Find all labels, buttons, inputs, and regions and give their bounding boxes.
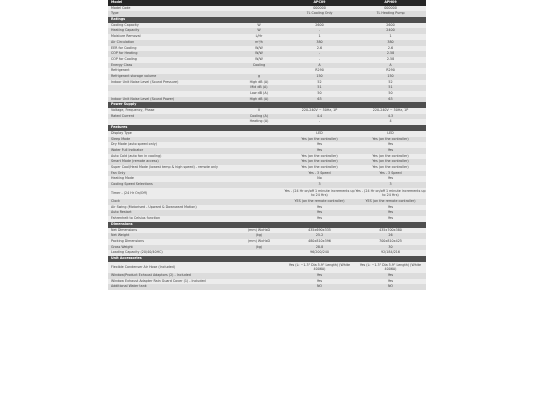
- section-title: Power Supply: [111, 102, 137, 107]
- row-value-b: Yes: [387, 273, 394, 278]
- row-unit: (kg): [255, 244, 263, 249]
- row-unit: (mm) WxHxD: [247, 227, 271, 232]
- row-unit: Cooling (A): [249, 113, 269, 118]
- row-label: Additional Water tank: [111, 284, 147, 289]
- row-value-a: Yes: [316, 204, 323, 209]
- row-value-a: Yes - 3 Speed: [308, 170, 331, 175]
- row-label: Cooling Speed Selections: [111, 182, 153, 186]
- row-value-a: LED: [316, 130, 323, 135]
- row-value-b: 2400: [386, 28, 395, 33]
- row-value-b: 92/184/216: [380, 250, 400, 255]
- row-value-a: 3: [318, 182, 321, 186]
- row-value-a: -: [318, 56, 321, 61]
- row-value-b: 435x700x380: [379, 227, 402, 232]
- row-value-b: Yes: [387, 216, 394, 221]
- row-label: Fan Only: [111, 170, 126, 175]
- row-label: Dry Mode (auto speed only): [111, 142, 157, 147]
- row-value-a: 28.8: [315, 244, 324, 249]
- row-label: Cooling Capacity: [111, 22, 139, 27]
- row-label: Water Full Indicator: [111, 147, 144, 152]
- row-value-a: R290: [315, 68, 324, 73]
- row-unit: W/W: [255, 56, 263, 61]
- row-label: Fahrenheit to Celsius function: [111, 216, 161, 221]
- section-title: Ratings: [111, 17, 126, 22]
- row-label: Moisture Removal: [111, 34, 141, 39]
- row-unit: V: [257, 108, 261, 113]
- row-value-b: 1: [389, 34, 392, 39]
- row-value-b: 26: [388, 233, 393, 238]
- row-label: Gross Weight: [111, 244, 133, 249]
- header-model-b: APH09: [384, 0, 397, 4]
- row-unit: W: [257, 22, 261, 27]
- row-label: Type: [111, 11, 119, 16]
- row-label: Timer - (24 Hr On/Off): [111, 191, 148, 196]
- row-value-a: Yes: [316, 142, 323, 147]
- row-value-a: Yes: [316, 210, 323, 215]
- row-label: Smart Mode (remote access): [111, 159, 159, 164]
- row-label: Window Exhaust Adapter Rain Guard Cover (1) - Included: [111, 278, 206, 283]
- row-label: Rated Current: [111, 113, 135, 118]
- row-label: Super Cool/Heat Mode (lowest temp & high speed) - remote only: [111, 164, 218, 169]
- row-label: Model Code: [111, 5, 131, 10]
- table-row: [108, 284, 426, 290]
- row-value-a: 1: [318, 34, 321, 39]
- row-value-b: YES (on the remote controller): [365, 199, 416, 204]
- row-label: Sleep Mode: [111, 136, 131, 141]
- row-label: COP for Cooling: [111, 56, 137, 61]
- row-label: Display Type: [111, 130, 132, 135]
- row-value-a: 25.2: [315, 233, 324, 238]
- row-label: EER for Cooling: [111, 45, 137, 50]
- row-unit: (kg): [255, 233, 263, 238]
- row-value-b: R290: [386, 68, 395, 73]
- row-value-a: 50: [317, 91, 322, 95]
- row-unit: Cooling: [252, 62, 266, 67]
- row-value-a: 96/200/240: [309, 250, 329, 255]
- row-value-a: Yes (on the controller): [301, 136, 338, 141]
- row-value-a: Yes (on the controller): [301, 159, 338, 164]
- row-value-b: Yes (L: ~1.3" Dia 5.9" Length) (White 4006A): [359, 263, 422, 272]
- row-value-b: 2600: [386, 22, 395, 27]
- row-value-a: 480x810x396: [308, 238, 331, 243]
- row-value-b: 30: [388, 244, 393, 249]
- row-unit: High dB (A): [249, 79, 269, 84]
- row-value-b: 52: [388, 79, 393, 84]
- row-label: COP for Heating: [111, 51, 138, 56]
- header-feature: Model: [111, 0, 123, 4]
- row-label: Air Swing (Motorised - Upward & Downward Motion): [111, 204, 197, 209]
- row-label: Indoor Unit Noise Level (Sound Pressure): [111, 79, 179, 84]
- row-value-b: Yes - 3 Speed: [379, 170, 402, 175]
- row-unit: W/W: [255, 45, 263, 50]
- row-label: Refrigerant: [111, 68, 130, 73]
- row-label: Loading Capacity (20/40/40HC): [111, 250, 163, 255]
- row-value-a: 4.4: [316, 113, 323, 118]
- row-value-a: Yes (on the controller): [301, 153, 338, 158]
- row-value-a: 2.6: [316, 45, 323, 50]
- row-unit: L/Hr: [255, 34, 263, 39]
- row-unit: High dB (A): [249, 96, 269, 101]
- table-row: [108, 262, 426, 273]
- row-label: Auto Cold (auto fan in cooling): [111, 153, 162, 158]
- row-value-a: 52: [317, 79, 322, 84]
- row-value-b: 2.6: [387, 45, 394, 50]
- row-value-a: 000000: [313, 5, 326, 10]
- row-value-a: 435x690x335: [308, 227, 331, 232]
- row-value-a: 7L Cooling Only: [306, 11, 333, 16]
- header-model-a: APC09: [313, 0, 326, 4]
- row-unit: W: [257, 28, 261, 33]
- row-value-a: 63: [317, 96, 322, 101]
- row-value-a: Yes (L: ~1.3" Dia 5.9" Length) (White 4006A): [288, 263, 351, 272]
- row-label: Packing Dimensions: [111, 238, 144, 243]
- row-label: Air Circulation: [111, 39, 135, 44]
- section-title: Dimensions: [111, 221, 133, 226]
- row-value-a: Yes: [316, 216, 323, 221]
- row-value-b: Yes: [387, 147, 394, 152]
- row-label: Clock: [111, 199, 120, 204]
- row-unit: Mid dB (A): [250, 85, 268, 90]
- row-label: Auto Restart: [111, 210, 132, 215]
- row-value-b: Yes: [387, 142, 394, 147]
- row-label: Refrigerant storage volume: [111, 73, 157, 78]
- row-value-a: NO: [316, 284, 323, 289]
- row-value-b: Yes: [387, 204, 394, 209]
- row-label: Energy Class: [111, 62, 133, 67]
- row-value-b: Yes: [387, 210, 394, 215]
- table-body: [108, 6, 426, 290]
- row-unit: (mm) WxHxD: [247, 238, 271, 243]
- row-label: Indoor Unit Noise Level (Sound Power): [111, 96, 175, 101]
- row-value-a: Yes (on the controller): [301, 164, 338, 169]
- row-value-b: Yes (on the controller): [372, 159, 409, 164]
- row-value-b: 4: [389, 119, 392, 124]
- row-unit: Low dB (A): [250, 91, 268, 95]
- row-label: Heating Mode: [111, 176, 134, 181]
- row-value-b: 380: [387, 39, 394, 44]
- row-value-b: 2.58: [386, 56, 395, 61]
- row-value-a: -: [318, 51, 321, 56]
- row-value-a: Yes - (24 Hr on/off 1 minute increments up to 24 Hrs): [284, 189, 355, 198]
- row-value-a: 51: [317, 85, 322, 90]
- row-label: Window/Product Exhaust Adaptors (2) - Included: [111, 273, 191, 278]
- row-value-a: Yes: [316, 147, 323, 152]
- row-value-a: 2600: [315, 22, 324, 27]
- row-value-b: 50: [388, 91, 393, 95]
- row-unit: W/W: [255, 51, 263, 56]
- row-value-b: Yes (on the controller): [372, 164, 409, 169]
- row-value-b: 3: [389, 182, 392, 186]
- row-value-a: YES (on the remote controller): [294, 199, 345, 204]
- row-value-b: 220-240V ~ 50Hz, 1P: [372, 108, 409, 113]
- row-label: Net Dimensions: [111, 227, 138, 232]
- row-value-a: -: [318, 28, 321, 33]
- row-value-a: No: [317, 176, 322, 181]
- row-value-b: Yes - (24 Hr on/off 1 minute increments up to 24 Hrs): [355, 189, 426, 198]
- spec-table: [108, 0, 426, 420]
- row-label: Flexible Condenser Air Hose (Included): [111, 265, 176, 270]
- row-value-a: A: [318, 62, 321, 67]
- row-label: Heating Capacity: [111, 28, 140, 33]
- row-value-a: 380: [316, 39, 323, 44]
- row-value-b: 51: [388, 85, 393, 90]
- row-label: Net Weight: [111, 233, 130, 238]
- row-value-b: NO: [387, 284, 394, 289]
- row-value-b: 700x810x425: [379, 238, 402, 243]
- row-value-b: Yes (on the controller): [372, 136, 409, 141]
- row-value-b: Yes: [387, 278, 394, 283]
- row-value-b: 000000: [384, 5, 397, 10]
- section-title: Unit Accessories: [111, 255, 142, 260]
- row-value-a: 220-240V ~ 50Hz, 1P: [301, 108, 338, 113]
- row-value-b: 4.3: [387, 113, 394, 118]
- row-value-a: Yes: [316, 278, 323, 283]
- row-value-a: Yes: [316, 273, 323, 278]
- section-title: Features: [111, 125, 128, 130]
- row-value-b: Yes (on the controller): [372, 153, 409, 158]
- row-unit: g: [257, 73, 261, 78]
- row-value-b: 2.58: [386, 51, 395, 56]
- row-value-a: -: [318, 119, 321, 124]
- table-row: [108, 188, 426, 199]
- row-value-b: 150: [387, 73, 394, 78]
- row-value-b: 63: [388, 96, 393, 101]
- row-unit: Heating (A): [249, 119, 269, 124]
- row-label: Voltage, Frequency, Phase: [111, 108, 155, 113]
- row-value-a: 150: [316, 73, 323, 78]
- row-value-b: LED: [387, 130, 394, 135]
- row-value-b: 7L Heating Pump: [376, 11, 405, 16]
- row-value-b: Yes: [387, 176, 394, 181]
- row-value-b: A: [389, 62, 392, 67]
- row-unit: m³/h: [255, 39, 263, 44]
